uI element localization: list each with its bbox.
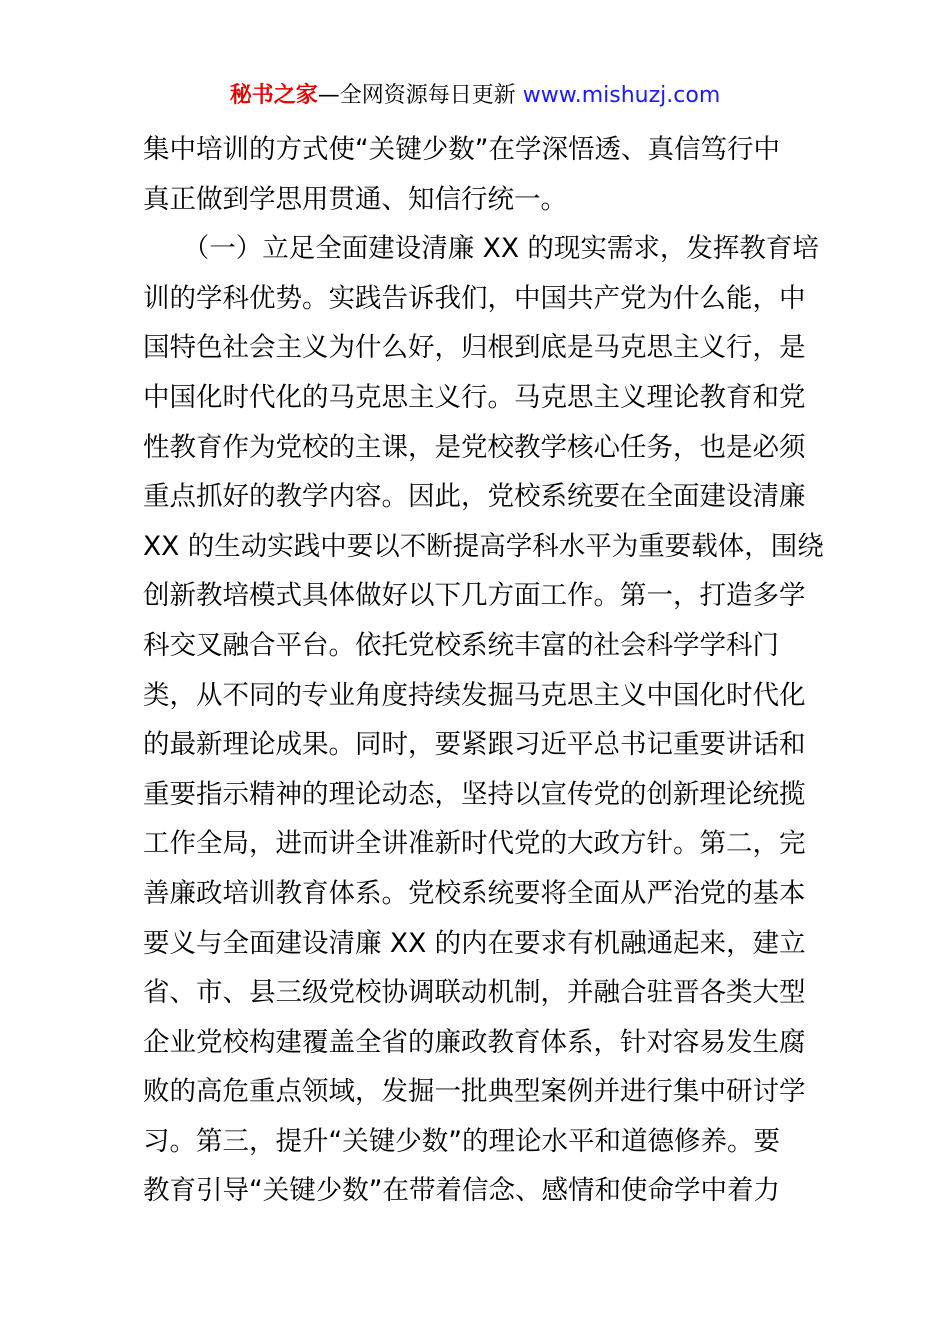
text-line: 习。第三，提升“关键少数”的理论水平和道德修养。要 (143, 1125, 780, 1157)
text-line: 败的高危重点领域，发掘一批典型案例并进行集中研讨学 (143, 1076, 806, 1108)
text-line: 中国化时代化的马克思主义行。马克思主义理论教育和党 (143, 381, 806, 413)
text-line: （一）立足全面建设清廉 XX 的现实需求，发挥教育培 (143, 233, 819, 265)
site-header (0, 82, 950, 110)
site-url: www.mishuzj.com (522, 83, 721, 108)
site-brand: 秘书之家 (229, 83, 318, 108)
text-line: 训的学科优势。实践告诉我们，中国共产党为什么能，中 (143, 282, 806, 314)
text-line: 省、市、县三级党校协调联动机制，并融合驻晋各类大型 (143, 977, 806, 1009)
text-line: 真正做到学思用贯通、知信行统一。 (143, 183, 567, 215)
text-line: 类，从不同的专业角度持续发掘马克思主义中国化时代化 (143, 679, 806, 711)
text-line: 集中培训的方式使“关键少数”在学深悟透、真信笃行中 (143, 134, 780, 165)
text-line: 科交叉融合平台。依托党校系统丰富的社会科学学科门 (143, 629, 779, 661)
text-line: 的最新理论成果。同时，要紧跟习近平总书记重要讲话和 (143, 729, 806, 761)
text-line: XX 的生动实践中要以不断提高学科水平为重要载体，围绕 (143, 530, 824, 562)
text-line: 重要指示精神的理论动态，坚持以宣传党的创新理论统揽 (143, 778, 806, 810)
text-line: 要义与全面建设清廉 XX 的内在要求有机融通起来，建立 (143, 927, 806, 959)
text-line: 企业党校构建覆盖全省的廉政教育体系，针对容易发生腐 (143, 1026, 806, 1058)
text-line: 性教育作为党校的主课，是党校教学核心任务，也是必须 (143, 431, 806, 463)
text-line: 教育引导“关键少数”在带着信念、感情和使命学中着力 (143, 1175, 780, 1207)
site-tagline: —全网资源每日更新 (317, 83, 523, 108)
text-line: 工作全局，进而讲全讲准新时代党的大政方针。第二，完 (143, 828, 806, 860)
text-line: 国特色社会主义为什么好，归根到底是马克思主义行，是 (143, 332, 806, 364)
text-line: 创新教培模式具体做好以下几方面工作。第一，打造多学 (143, 580, 806, 612)
text-line: 重点抓好的教学内容。因此，党校系统要在全面建设清廉 (143, 481, 806, 513)
document-body (143, 125, 824, 1216)
text-line: 善廉政培训教育体系。党校系统要将全面从严治党的基本 (143, 877, 806, 909)
